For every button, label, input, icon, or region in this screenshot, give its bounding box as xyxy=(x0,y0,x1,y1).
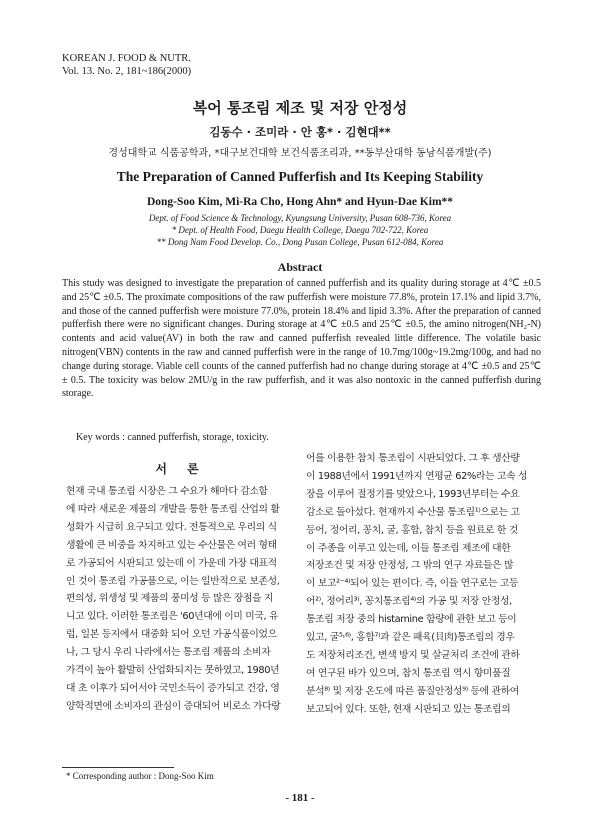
english-authors: Dong-Soo Kim, Mi-Ra Cho, Hong Ahn* and Hyun-Dae Kim** xyxy=(146,196,454,208)
body-column-right xyxy=(306,450,546,719)
body-column-left xyxy=(66,483,296,716)
body-line: 로 가공되어 시판되고 있는데 이 가운데 가장 대표적 xyxy=(66,557,277,569)
body-line: 에 따라 새로운 제품의 개발을 통한 통조림 산업의 활 xyxy=(66,503,280,515)
journal-name: KOREAN J. FOOD & NUTR. xyxy=(62,53,191,64)
body-line: 이 주종을 이루고 있는데, 이들 통조림 제조에 대한 xyxy=(306,542,511,554)
page-number: - 181 - xyxy=(285,792,315,804)
body-line: 성화가 시급히 요구되고 있다. 전통적으로 우리의 식 xyxy=(66,521,277,533)
body-line: 생활에 큰 비중을 차지하고 있는 수산물은 여러 형태 xyxy=(66,539,277,551)
body-line: 인 것이 통조림 가공품으로, 이는 일반적으로 보존성, xyxy=(66,575,280,587)
keywords: Key words : canned pufferfish, storage, toxicity. xyxy=(76,432,269,443)
body-line: 보고되어 있다. 또한, 현재 시판되고 있는 통조림의 xyxy=(306,703,511,715)
body-line: 가격이 높아 활발히 산업화되지는 못하였고, 1980년 xyxy=(66,665,280,677)
body-line: 감소로 돌아섰다. 현재까지 수산물 통조림¹⁾으로는 고 xyxy=(306,506,520,518)
english-affiliation-1: Dept. of Food Science & Technology, Kyungsung University, Pusan 608-736, Korea xyxy=(148,213,452,223)
body-line: 있고, 굴⁵˒⁶⁾, 홍합⁷⁾과 같은 패육(貝肉)통조림의 경우 xyxy=(306,632,515,644)
body-line: 저장조건 및 저장 안정성, 그 밖의 연구 자료들은 많 xyxy=(306,560,514,572)
body-line: 장을 이루어 절정기를 맞았으나, 1993년부터는 수요 xyxy=(306,488,520,500)
abstract-heading: Abstract xyxy=(277,260,323,274)
body-line: 럽, 일본 등지에서 대중화 되어 오던 가공식품이었으 xyxy=(66,629,277,641)
body-line: 이 1988년에서 1991년까지 연평균 62%라는 고속 성 xyxy=(306,470,528,482)
body-line: 이 보고²⁻⁴⁾되어 있는 편이다. 즉, 이들 연구로는 고등 xyxy=(306,578,519,590)
body-line: 현재 국내 통조림 시장은 그 수요가 해마다 감소함 xyxy=(66,486,268,497)
footnote-divider xyxy=(62,767,174,768)
body-line: 양학적면에 소비자의 관심이 증대되어 비로소 가다랑 xyxy=(66,700,281,712)
body-line: 어를 이용한 참치 통조림이 시판되었다. 그 후 생산량 xyxy=(306,453,520,464)
body-line: 여 연구된 바가 있으며, 참치 통조림 역시 향미품질 xyxy=(306,667,511,679)
corresponding-author-footnote: * Corresponding author : Dong-Soo Kim xyxy=(66,771,214,781)
korean-affiliations: 경성대학교 식품공학과, *대구보건대학 보건식품조리과, **동부산대학 동남식품개발(주) xyxy=(108,148,492,159)
body-line: 등어, 정어리, 꽁치, 굴, 홍합, 참치 등을 원료로 한 것 xyxy=(306,524,518,536)
body-line: 통조림 저장 중의 histamine 함량에 관한 보고 등이 xyxy=(306,614,517,626)
body-line: 편의성, 위생성 및 제품의 풍미성 등 많은 장점을 지 xyxy=(66,593,274,605)
abstract-text: This study was designed to investigate the preparation of canned pufferfish and its quality during storage at 4℃ ±0.5 and 25℃ ±0.5. The proximate compositions of the raw pufferfish were moisture 77.8%, protein 17.1% and lipid 3.7%, and those of the canned pufferfish were moisture 77.0%, protein 18.4% and lipid 3.3%. After the preparation of canned pufferfish there were no significant changes. During storage at 4℃ ±0.5 and 25℃ ±0.5, the amino nitrogen(NH₂-N) contents and acid value(AV) in both the raw and canned pufferfish revealed little difference. The volatile basic nitrogen(VBN) contents in the raw and canned pufferfish were in the range of 10.7mg/100g~19.2mg/100g, and had no change during storage. Viable cell counts of the canned pufferfish had no change during storage at 4℃ ±0.5 and 25℃ ± 0.5. The toxicity was below 2MU/g in the raw pufferfish, and it was also nontoxic in the canned pufferfish during storage. xyxy=(62,278,541,400)
body-line: 도 저장처리조건, 변색 방지 및 살균처리 조건에 관하 xyxy=(306,649,520,661)
body-line: 대 초 이후가 되어서야 국민소득이 증가되고 건강, 영 xyxy=(66,682,280,694)
english-title: The Preparation of Canned Pufferfish and Its Keeping Stability xyxy=(116,169,484,184)
journal-volume: Vol. 13. No. 2, 181~186(2000) xyxy=(62,66,192,77)
english-affiliation-2: * Dept. of Health Food, Daegu Health College, Daegu 702-722, Korea xyxy=(171,225,429,235)
body-line: 분석⁸⁾ 및 저장 온도에 따른 품질안정성⁹⁾ 등에 관하여 xyxy=(306,685,519,697)
body-line: 나, 그 당시 우리 나라에서는 통조림 제품의 소비자 xyxy=(66,647,271,659)
journal-header xyxy=(62,52,191,78)
body-line: 니고 있다. 이러한 통조림은 '60년대에 이미 미국, 유 xyxy=(66,611,279,623)
body-line: 어²⁾, 정어리³⁾, 꽁치통조림⁴⁾의 가공 및 저장 안정성, xyxy=(306,596,512,608)
korean-title: 복어 통조림 제조 및 저장 안정성 xyxy=(192,99,408,117)
korean-authors: 김동수 · 조미라 · 안 홍* · 김현대** xyxy=(209,125,391,139)
section-heading-introduction: 서 론 xyxy=(155,462,207,476)
english-affiliation-3: ** Dong Nam Food Develop. Co., Dong Pusan College, Pusan 612-084, Korea xyxy=(156,237,444,247)
